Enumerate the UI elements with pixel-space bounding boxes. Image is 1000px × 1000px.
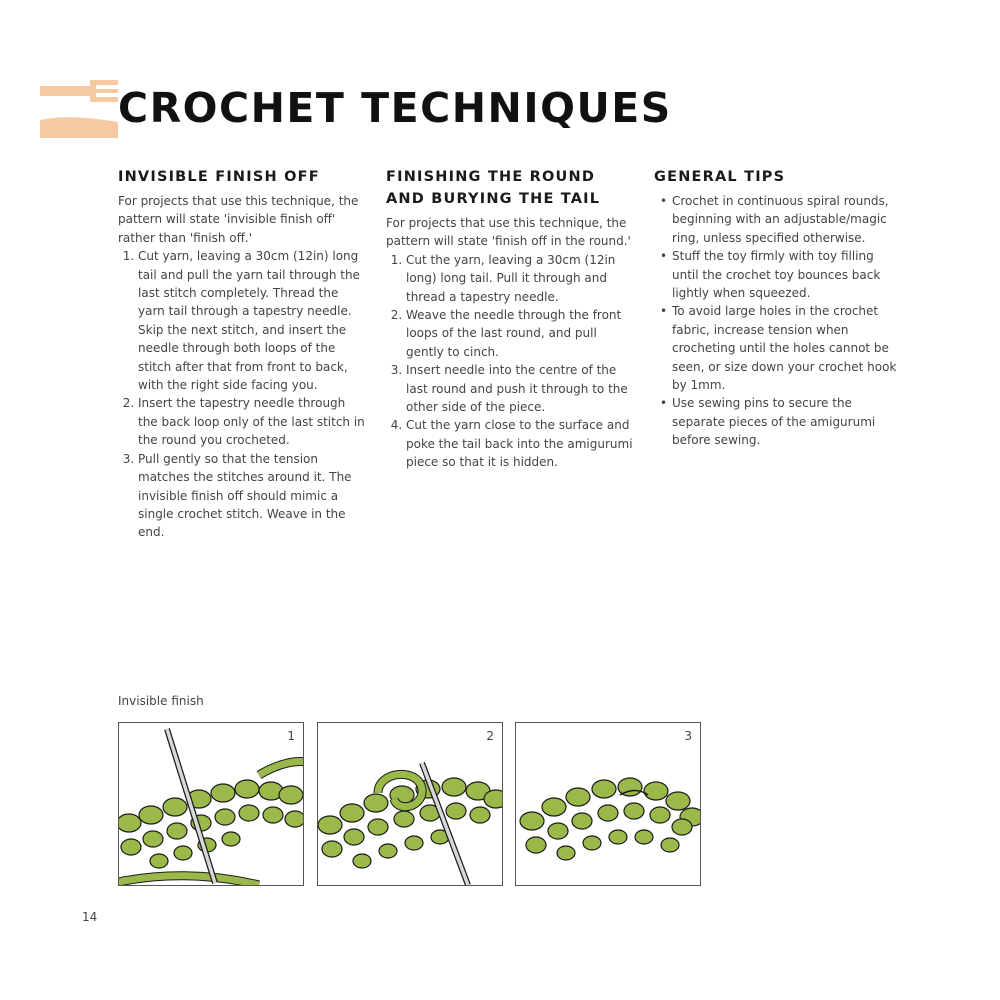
column-invisible-finish: [118, 166, 368, 542]
figure-panel-2: [317, 722, 503, 886]
panel-number: 3: [684, 729, 692, 743]
list-item: 3. Pull gently so that the tension matches the stitches around it. The invisible finish off should mimic a single crochet stitch. Weave in the end.: [138, 450, 368, 542]
crochet-illustration: [318, 723, 502, 885]
section-heading: INVISIBLE FINISH OFF: [118, 169, 320, 185]
list-item: • Stuff the toy firmly with toy filling until the crochet toy bounces back lightly when squeezed.: [672, 247, 904, 302]
page-number: 14: [82, 910, 98, 924]
step-list: [386, 251, 636, 472]
section-intro: For projects that use this technique, the pattern will state 'finish off in the round.': [386, 216, 631, 249]
crochet-illustration: [516, 723, 700, 885]
figure-caption: Invisible finish: [118, 694, 204, 708]
page-title: CROCHET TECHNIQUES: [118, 84, 672, 132]
column-general-tips: [654, 166, 904, 450]
fork-icon: [40, 72, 118, 140]
list-item: 1. Cut yarn, leaving a 30cm (12in) long tail and pull the yarn tail through the last stitch completely. Thread the yarn tail through a tapestry needle. Skip the next stitch, and insert the needle through both loops of the stitch after that from front to back, with the right side facing you.: [138, 247, 368, 394]
list-item: 4. Cut the yarn close to the surface and poke the tail back into the amigurumi piece so that it is hidden.: [406, 416, 636, 471]
figure-panel-1: [118, 722, 304, 886]
panel-number: 2: [486, 729, 494, 743]
list-item: 1. Cut the yarn, leaving a 30cm (12in long) long tail. Pull it through and thread a tapestry needle.: [406, 251, 636, 306]
list-item: • Crochet in continuous spiral rounds, beginning with an adjustable/magic ring, unless specified otherwise.: [672, 192, 904, 247]
section-heading: FINISHING THE ROUND AND BURYING THE TAIL: [386, 169, 601, 207]
section-intro: For projects that use this technique, the pattern will state 'invisible finish off' rather than 'finish off.': [118, 194, 359, 245]
column-finishing-round: [386, 166, 636, 472]
crochet-illustration: [119, 723, 303, 885]
section-heading: GENERAL TIPS: [654, 169, 786, 185]
tip-list: [654, 192, 904, 450]
panel-number: 1: [287, 729, 295, 743]
list-item: • Use sewing pins to secure the separate pieces of the amigurumi before sewing.: [672, 394, 904, 449]
list-item: • To avoid large holes in the crochet fabric, increase tension when crocheting until the holes cannot be seen, or size down your crochet hook by 1mm.: [672, 302, 904, 394]
figure-panel-3: [515, 722, 701, 886]
list-item: 2. Insert the tapestry needle through the back loop only of the last stitch in the round you crocheted.: [138, 394, 368, 449]
list-item: 2. Weave the needle through the front loops of the last round, and pull gently to cinch.: [406, 306, 636, 361]
step-list: [118, 247, 368, 542]
list-item: 3. Insert needle into the centre of the last round and push it through to the other side of the piece.: [406, 361, 636, 416]
